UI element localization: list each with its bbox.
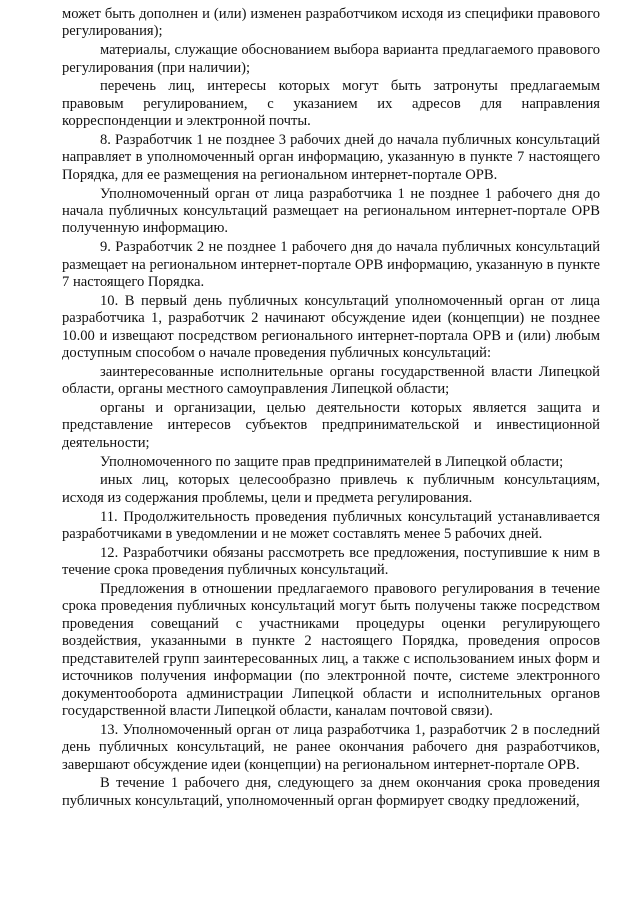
paragraph-item-10-ombudsman: Уполномоченного по защите прав предпринимателей в Липецкой области; bbox=[100, 453, 564, 470]
paragraph-item-12-proposals: Предложения в отношении предлагаемого правового регулирования в течение срока проведения публичных консультаций могут быть получены также посредством проведения совещаний с участниками процедуры оценки регулирующего воздействия, указанными в пункте 2 настоящего Порядка, проведения опросов представителей групп заинтересованных лиц, а также с использованием иных форм и источников получения информации (по электронной почте, системе электронного документооборота администрации Липецкой области и исполнительных органов государственной власти Липецкой области, каналам почтовой связи). bbox=[62, 581, 600, 719]
paragraph-item-13: 13. Уполномоченный орган от лица разработчика 1, разработчик 2 в последний день публичных консультаций, не ранее окончания рабочего дня разработчиков, завершают обсуждение идеи (концепции) на региональном интернет-портале ОРВ. bbox=[62, 721, 600, 773]
paragraph-item-8: 8. Разработчик 1 не позднее 3 рабочих дней до начала публичных консультаций направляет в уполномоченный орган информацию, указанную в пункте 7 настоящего Порядка, для ее размещения на региональном интернет-портале ОРВ. bbox=[62, 132, 600, 183]
document-page bbox=[62, 6, 600, 812]
paragraph-item-8-posting: Уполномоченный орган от лица разработчика 1 не позднее 1 рабочего дня до начала публичных консультаций размещает на региональном интернет-портале ОРВ полученную информацию. bbox=[62, 185, 600, 237]
paragraph-item-13-summary: В течение 1 рабочего дня, следующего за днем окончания срока проведения публичных консультаций, уполномоченный орган формирует сводку предложений, bbox=[62, 775, 600, 809]
paragraph-materials: материалы, служащие обоснованием выбора варианта предлагаемого правового регулирования (при наличии); bbox=[62, 42, 600, 76]
paragraph-item-11: 11. Продолжительность проведения публичных консультаций устанавливается разработчиками в уведомлении и не может составлять менее 5 рабочих дней. bbox=[62, 508, 600, 543]
paragraph-item-12: 12. Разработчики обязаны рассмотреть все предложения, поступившие к ним в течение срока проведения публичных консультаций. bbox=[62, 544, 600, 579]
paragraph-continuation: может быть дополнен и (или) изменен разработчиком исходя из специфики правового регулирования); bbox=[62, 6, 600, 40]
paragraph-item-10: 10. В первый день публичных консультаций уполномоченный орган от лица разработчика 1, разработчик 2 начинают обсуждение идеи (концепции) не позднее 10.00 и извещают посредством регионального интернет-портала ОРВ и (или) любым доступным способом о начале проведения публичных консультаций: bbox=[62, 292, 600, 362]
paragraph-item-9: 9. Разработчик 2 не позднее 1 рабочего дня до начала публичных консультаций размещает на региональном интернет-портале ОРВ информацию, указанную в пункте 7 настоящего Порядка. bbox=[62, 239, 600, 291]
paragraph-item-10-other-persons: иных лиц, которых целесообразно привлечь к публичным консультациям, исходя из содержания проблемы, цели и предмета регулирования. bbox=[62, 472, 600, 506]
paragraph-item-10-organizations: органы и организации, целью деятельности которых является защита и представление интересов субъектов предпринимательской и инвестиционной деятельности; bbox=[62, 400, 600, 451]
paragraph-item-10-authorities: заинтересованные исполнительные органы государственной власти Липецкой области, органы местного самоуправления Липецкой области; bbox=[62, 363, 600, 398]
paragraph-persons-list: перечень лиц, интересы которых могут быть затронуты предлагаемым правовым регулированием, с указанием их адресов для направления корреспонденции и электронной почты. bbox=[62, 78, 600, 130]
